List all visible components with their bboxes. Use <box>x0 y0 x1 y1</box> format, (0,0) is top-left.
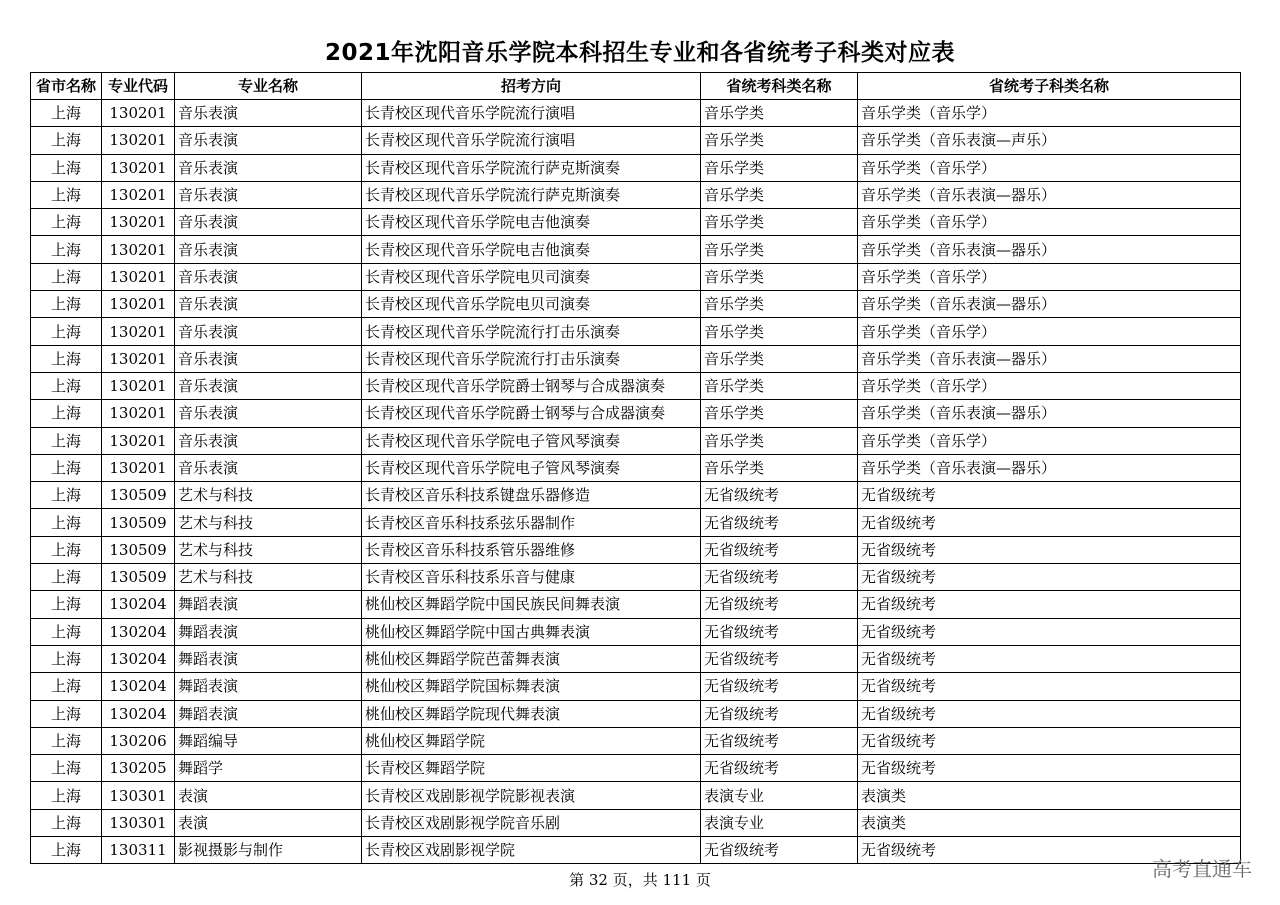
cell-major-name: 舞蹈编导 <box>175 727 362 754</box>
cell-exam-subcategory: 音乐学类（音乐学） <box>858 100 1241 127</box>
admissions-table <box>30 72 1241 864</box>
cell-exam-category: 无省级统考 <box>701 509 858 536</box>
cell-major-code: 130201 <box>102 372 175 399</box>
cell-major-name: 舞蹈表演 <box>175 591 362 618</box>
cell-exam-category: 无省级统考 <box>701 482 858 509</box>
cell-exam-subcategory: 无省级统考 <box>858 673 1241 700</box>
table-row <box>31 618 1241 645</box>
cell-province: 上海 <box>31 236 102 263</box>
cell-exam-category: 音乐学类 <box>701 400 858 427</box>
cell-exam-subcategory: 无省级统考 <box>858 591 1241 618</box>
cell-major-name: 艺术与科技 <box>175 536 362 563</box>
cell-major-code: 130201 <box>102 400 175 427</box>
cell-major-name: 音乐表演 <box>175 291 362 318</box>
cell-province: 上海 <box>31 318 102 345</box>
cell-major-code: 130509 <box>102 482 175 509</box>
table-row <box>31 427 1241 454</box>
cell-major-name: 音乐表演 <box>175 236 362 263</box>
cell-major-code: 130204 <box>102 673 175 700</box>
cell-major-code: 130201 <box>102 127 175 154</box>
table-row <box>31 454 1241 481</box>
cell-direction: 长青校区舞蹈学院 <box>362 755 701 782</box>
cell-direction: 长青校区现代音乐学院流行打击乐演奏 <box>362 318 701 345</box>
cell-exam-subcategory: 音乐学类（音乐学） <box>858 263 1241 290</box>
header-direction: 招考方向 <box>362 73 701 100</box>
cell-major-code: 130204 <box>102 618 175 645</box>
cell-major-name: 音乐表演 <box>175 318 362 345</box>
cell-exam-category: 无省级统考 <box>701 591 858 618</box>
cell-major-code: 130204 <box>102 591 175 618</box>
cell-province: 上海 <box>31 454 102 481</box>
cell-major-code: 130201 <box>102 209 175 236</box>
cell-exam-subcategory: 无省级统考 <box>858 564 1241 591</box>
cell-direction: 长青校区戏剧影视学院音乐剧 <box>362 809 701 836</box>
table-row <box>31 509 1241 536</box>
cell-exam-subcategory: 无省级统考 <box>858 509 1241 536</box>
cell-direction: 长青校区现代音乐学院流行演唱 <box>362 100 701 127</box>
cell-exam-category: 表演专业 <box>701 782 858 809</box>
table-row <box>31 564 1241 591</box>
cell-exam-subcategory: 表演类 <box>858 809 1241 836</box>
cell-province: 上海 <box>31 263 102 290</box>
cell-province: 上海 <box>31 482 102 509</box>
cell-exam-subcategory: 音乐学类（音乐表演—器乐） <box>858 345 1241 372</box>
cell-direction: 长青校区音乐科技系弦乐器制作 <box>362 509 701 536</box>
cell-direction: 长青校区戏剧影视学院影视表演 <box>362 782 701 809</box>
cell-province: 上海 <box>31 837 102 864</box>
cell-major-name: 艺术与科技 <box>175 509 362 536</box>
table-row <box>31 755 1241 782</box>
cell-province: 上海 <box>31 509 102 536</box>
cell-province: 上海 <box>31 181 102 208</box>
table-row <box>31 291 1241 318</box>
cell-exam-subcategory: 无省级统考 <box>858 755 1241 782</box>
cell-province: 上海 <box>31 700 102 727</box>
table-row <box>31 154 1241 181</box>
cell-direction: 长青校区现代音乐学院电吉他演奏 <box>362 236 701 263</box>
cell-major-code: 130311 <box>102 837 175 864</box>
cell-direction: 桃仙校区舞蹈学院中国民族民间舞表演 <box>362 591 701 618</box>
cell-major-code: 130201 <box>102 345 175 372</box>
cell-direction: 长青校区现代音乐学院流行打击乐演奏 <box>362 345 701 372</box>
cell-major-code: 130205 <box>102 755 175 782</box>
cell-major-name: 表演 <box>175 782 362 809</box>
table-header-row <box>31 73 1241 100</box>
cell-direction: 长青校区现代音乐学院爵士钢琴与合成器演奏 <box>362 400 701 427</box>
table-row <box>31 127 1241 154</box>
table-row <box>31 837 1241 864</box>
cell-major-code: 130201 <box>102 454 175 481</box>
cell-province: 上海 <box>31 809 102 836</box>
table-row <box>31 345 1241 372</box>
cell-direction: 长青校区现代音乐学院流行萨克斯演奏 <box>362 181 701 208</box>
cell-exam-category: 音乐学类 <box>701 181 858 208</box>
cell-major-name: 舞蹈表演 <box>175 673 362 700</box>
cell-major-name: 艺术与科技 <box>175 564 362 591</box>
page-footer: 第 32 页，共 111 页 <box>569 871 711 889</box>
cell-exam-category: 音乐学类 <box>701 427 858 454</box>
cell-exam-category: 无省级统考 <box>701 727 858 754</box>
cell-exam-category: 无省级统考 <box>701 645 858 672</box>
cell-province: 上海 <box>31 100 102 127</box>
cell-exam-category: 无省级统考 <box>701 618 858 645</box>
table-row <box>31 645 1241 672</box>
cell-exam-subcategory: 无省级统考 <box>858 618 1241 645</box>
cell-exam-subcategory: 音乐学类（音乐学） <box>858 209 1241 236</box>
cell-exam-subcategory: 音乐学类（音乐表演—器乐） <box>858 400 1241 427</box>
cell-major-code: 130301 <box>102 782 175 809</box>
cell-exam-category: 音乐学类 <box>701 100 858 127</box>
cell-exam-subcategory: 无省级统考 <box>858 727 1241 754</box>
cell-province: 上海 <box>31 755 102 782</box>
cell-major-name: 艺术与科技 <box>175 482 362 509</box>
cell-direction: 桃仙校区舞蹈学院国标舞表演 <box>362 673 701 700</box>
cell-major-code: 130201 <box>102 291 175 318</box>
cell-exam-category: 音乐学类 <box>701 154 858 181</box>
cell-exam-category: 无省级统考 <box>701 536 858 563</box>
cell-province: 上海 <box>31 727 102 754</box>
cell-province: 上海 <box>31 536 102 563</box>
cell-major-code: 130204 <box>102 645 175 672</box>
cell-major-code: 130201 <box>102 100 175 127</box>
cell-exam-category: 音乐学类 <box>701 291 858 318</box>
table-row <box>31 318 1241 345</box>
cell-province: 上海 <box>31 345 102 372</box>
cell-major-name: 音乐表演 <box>175 181 362 208</box>
cell-exam-category: 无省级统考 <box>701 837 858 864</box>
cell-direction: 长青校区现代音乐学院爵士钢琴与合成器演奏 <box>362 372 701 399</box>
cell-province: 上海 <box>31 618 102 645</box>
cell-major-code: 130509 <box>102 564 175 591</box>
table-row <box>31 536 1241 563</box>
cell-exam-subcategory: 表演类 <box>858 782 1241 809</box>
header-major-name: 专业名称 <box>175 73 362 100</box>
cell-province: 上海 <box>31 427 102 454</box>
cell-major-name: 舞蹈表演 <box>175 700 362 727</box>
header-exam-category: 省统考科类名称 <box>701 73 858 100</box>
cell-exam-subcategory: 音乐学类（音乐表演—器乐） <box>858 236 1241 263</box>
cell-direction: 长青校区现代音乐学院电贝司演奏 <box>362 263 701 290</box>
cell-direction: 长青校区现代音乐学院电贝司演奏 <box>362 291 701 318</box>
table-row <box>31 673 1241 700</box>
cell-exam-category: 音乐学类 <box>701 127 858 154</box>
cell-major-name: 舞蹈表演 <box>175 618 362 645</box>
cell-major-name: 表演 <box>175 809 362 836</box>
table-row <box>31 236 1241 263</box>
cell-major-name: 音乐表演 <box>175 345 362 372</box>
cell-direction: 长青校区现代音乐学院流行演唱 <box>362 127 701 154</box>
table-row <box>31 372 1241 399</box>
cell-exam-category: 无省级统考 <box>701 700 858 727</box>
cell-major-code: 130301 <box>102 809 175 836</box>
document-title: 2021年沈阳音乐学院本科招生专业和各省统考子科类对应表 <box>324 40 955 66</box>
header-exam-subcategory: 省统考子科类名称 <box>858 73 1241 100</box>
cell-exam-subcategory: 音乐学类（音乐表演—器乐） <box>858 454 1241 481</box>
cell-direction: 长青校区现代音乐学院电子管风琴演奏 <box>362 454 701 481</box>
table-row <box>31 700 1241 727</box>
cell-major-code: 130201 <box>102 263 175 290</box>
cell-exam-category: 音乐学类 <box>701 209 858 236</box>
cell-direction: 长青校区现代音乐学院电吉他演奏 <box>362 209 701 236</box>
cell-exam-category: 音乐学类 <box>701 372 858 399</box>
cell-province: 上海 <box>31 673 102 700</box>
cell-exam-subcategory: 无省级统考 <box>858 645 1241 672</box>
cell-direction: 长青校区音乐科技系乐音与健康 <box>362 564 701 591</box>
cell-major-code: 130201 <box>102 154 175 181</box>
cell-exam-subcategory: 音乐学类（音乐学） <box>858 318 1241 345</box>
cell-direction: 桃仙校区舞蹈学院芭蕾舞表演 <box>362 645 701 672</box>
cell-province: 上海 <box>31 372 102 399</box>
cell-exam-subcategory: 音乐学类（音乐表演—器乐） <box>858 291 1241 318</box>
cell-major-code: 130206 <box>102 727 175 754</box>
table-row <box>31 809 1241 836</box>
cell-exam-category: 音乐学类 <box>701 236 858 263</box>
table-row <box>31 181 1241 208</box>
cell-major-name: 音乐表演 <box>175 127 362 154</box>
cell-exam-category: 无省级统考 <box>701 755 858 782</box>
table-row <box>31 100 1241 127</box>
cell-exam-category: 表演专业 <box>701 809 858 836</box>
cell-exam-subcategory: 无省级统考 <box>858 536 1241 563</box>
header-province: 省市名称 <box>31 73 102 100</box>
table-row <box>31 263 1241 290</box>
table-row <box>31 400 1241 427</box>
cell-major-name: 音乐表演 <box>175 100 362 127</box>
cell-exam-category: 音乐学类 <box>701 454 858 481</box>
cell-exam-subcategory: 无省级统考 <box>858 837 1241 864</box>
cell-province: 上海 <box>31 291 102 318</box>
table-row <box>31 209 1241 236</box>
cell-major-name: 音乐表演 <box>175 154 362 181</box>
cell-exam-subcategory: 音乐学类（音乐学） <box>858 372 1241 399</box>
cell-major-name: 影视摄影与制作 <box>175 837 362 864</box>
cell-exam-category: 无省级统考 <box>701 564 858 591</box>
table-row <box>31 727 1241 754</box>
cell-province: 上海 <box>31 400 102 427</box>
cell-direction: 长青校区现代音乐学院电子管风琴演奏 <box>362 427 701 454</box>
cell-direction: 桃仙校区舞蹈学院中国古典舞表演 <box>362 618 701 645</box>
cell-exam-subcategory: 音乐学类（音乐表演—器乐） <box>858 181 1241 208</box>
cell-exam-category: 音乐学类 <box>701 263 858 290</box>
cell-major-name: 音乐表演 <box>175 263 362 290</box>
table-row <box>31 782 1241 809</box>
cell-major-code: 130204 <box>102 700 175 727</box>
cell-major-code: 130201 <box>102 181 175 208</box>
cell-exam-subcategory: 音乐学类（音乐学） <box>858 154 1241 181</box>
cell-major-name: 音乐表演 <box>175 372 362 399</box>
cell-major-name: 舞蹈表演 <box>175 645 362 672</box>
cell-exam-subcategory: 音乐学类（音乐学） <box>858 427 1241 454</box>
cell-major-name: 音乐表演 <box>175 454 362 481</box>
cell-province: 上海 <box>31 127 102 154</box>
cell-direction: 长青校区音乐科技系管乐器维修 <box>362 536 701 563</box>
cell-exam-category: 无省级统考 <box>701 673 858 700</box>
cell-major-name: 音乐表演 <box>175 400 362 427</box>
watermark-logo: 高考直通车 <box>1152 857 1252 881</box>
cell-exam-subcategory: 无省级统考 <box>858 482 1241 509</box>
cell-exam-category: 音乐学类 <box>701 345 858 372</box>
cell-province: 上海 <box>31 209 102 236</box>
cell-exam-subcategory: 无省级统考 <box>858 700 1241 727</box>
cell-major-code: 130201 <box>102 427 175 454</box>
cell-direction: 长青校区现代音乐学院流行萨克斯演奏 <box>362 154 701 181</box>
cell-direction: 桃仙校区舞蹈学院 <box>362 727 701 754</box>
cell-major-name: 音乐表演 <box>175 427 362 454</box>
cell-direction: 长青校区音乐科技系键盘乐器修造 <box>362 482 701 509</box>
cell-province: 上海 <box>31 782 102 809</box>
cell-direction: 桃仙校区舞蹈学院现代舞表演 <box>362 700 701 727</box>
cell-exam-subcategory: 音乐学类（音乐表演—声乐） <box>858 127 1241 154</box>
table-body <box>31 100 1241 864</box>
header-major-code: 专业代码 <box>102 73 175 100</box>
table-row <box>31 482 1241 509</box>
cell-direction: 长青校区戏剧影视学院 <box>362 837 701 864</box>
cell-province: 上海 <box>31 564 102 591</box>
cell-major-code: 130509 <box>102 536 175 563</box>
cell-major-name: 音乐表演 <box>175 209 362 236</box>
cell-province: 上海 <box>31 591 102 618</box>
cell-province: 上海 <box>31 154 102 181</box>
cell-major-code: 130509 <box>102 509 175 536</box>
cell-province: 上海 <box>31 645 102 672</box>
cell-major-name: 舞蹈学 <box>175 755 362 782</box>
cell-major-code: 130201 <box>102 236 175 263</box>
cell-exam-category: 音乐学类 <box>701 318 858 345</box>
table-row <box>31 591 1241 618</box>
cell-major-code: 130201 <box>102 318 175 345</box>
